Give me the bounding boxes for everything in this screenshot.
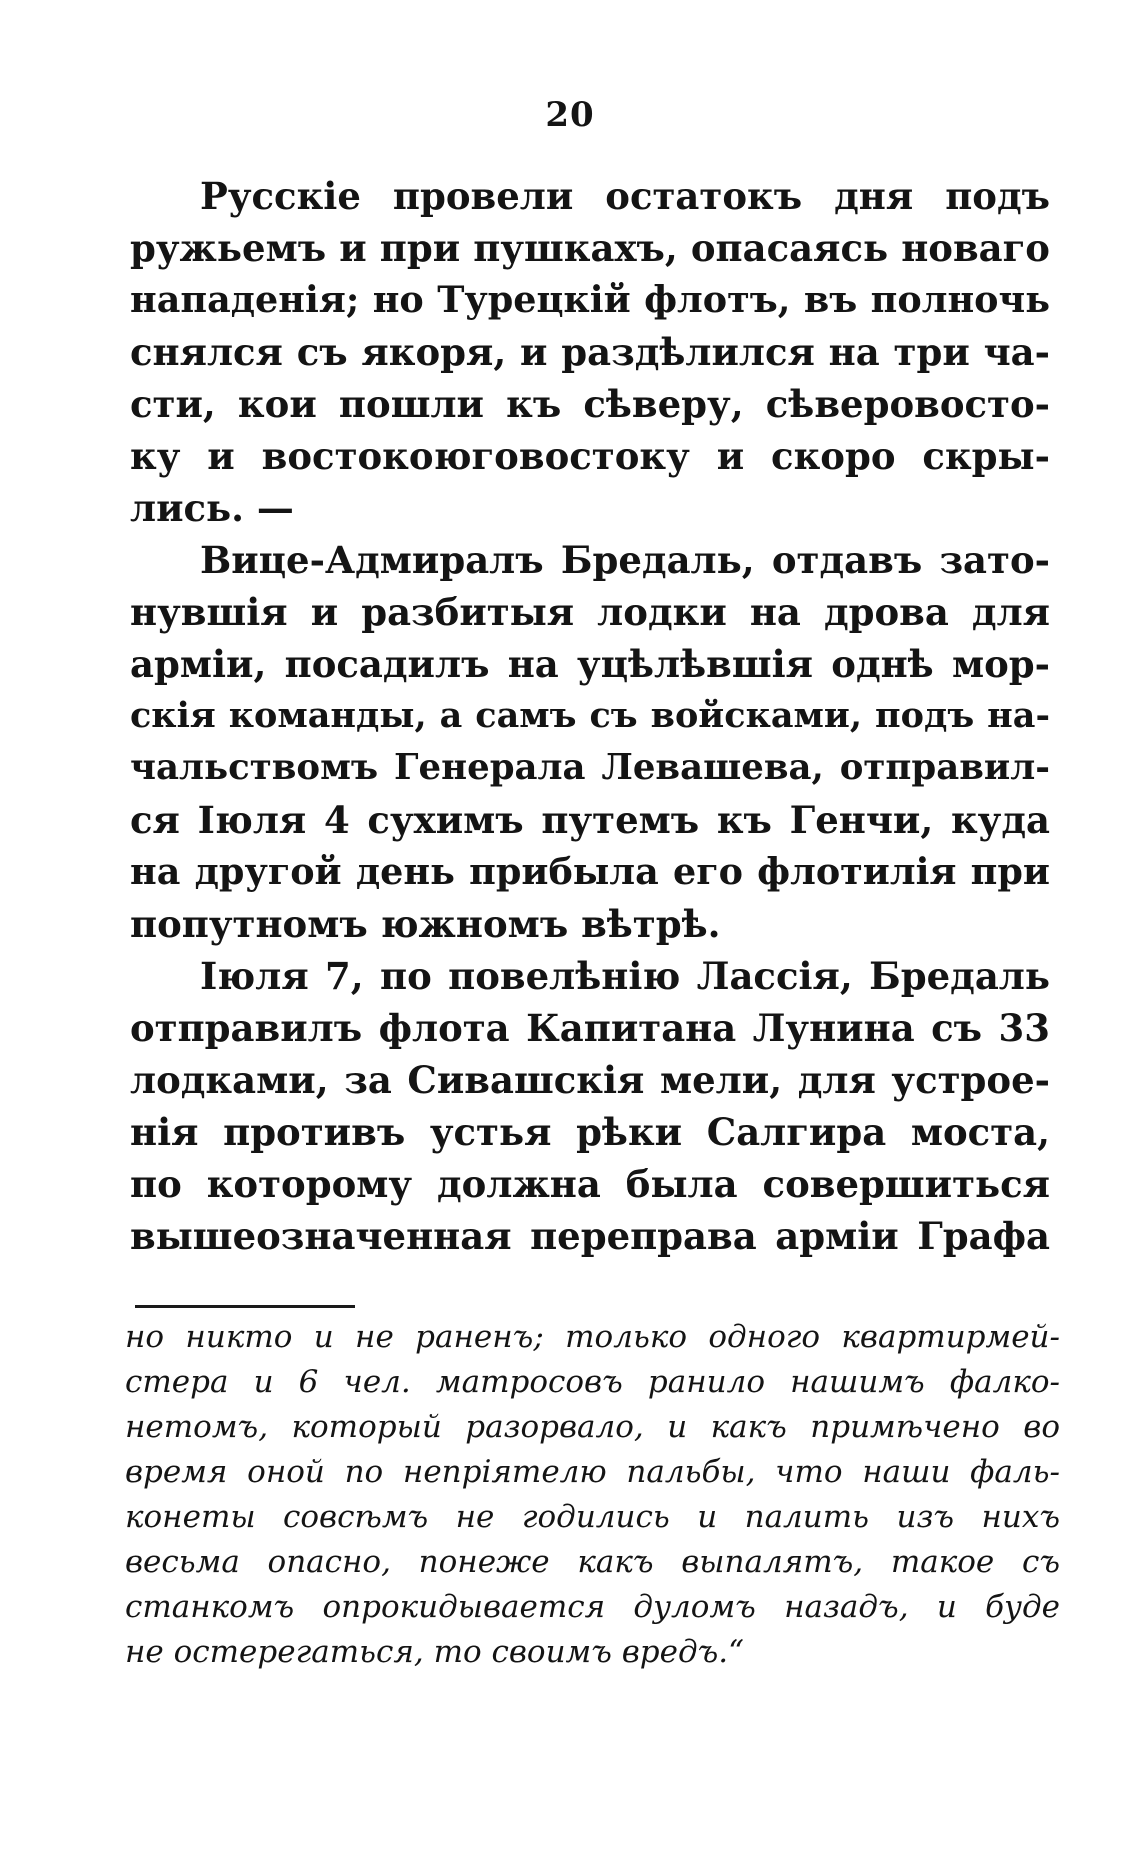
text-line: лись. —	[130, 486, 294, 530]
text-line: нія противъ устья рѣки Салгира моста,	[130, 1110, 1050, 1154]
footnote-line: станкомъ опрокидывается дуломъ назадъ, и буде	[125, 1589, 1060, 1625]
text-line: вышеозначенная переправа арміи Графа	[130, 1214, 1050, 1258]
footnote-divider	[135, 1305, 355, 1308]
text-line: Вице-Адмиралъ Бредаль, отдавъ зато-	[200, 538, 1050, 582]
footnote-line: время оной по непріятелю пальбы, что наши фаль-	[125, 1454, 1060, 1490]
text-line: лодками, за Сивашскія мели, для устрое-	[130, 1058, 1050, 1102]
footnote-line: нетомъ, который разорвало, и какъ примѣчено во	[125, 1409, 1060, 1445]
text-line: арміи, посадилъ на уцѣлѣвшія однѣ мор-	[130, 642, 1050, 686]
text-line: ся Іюля 4 сухимъ путемъ къ Генчи, куда	[130, 798, 1050, 842]
footnote	[125, 1315, 1060, 1675]
page-number: 20	[545, 95, 595, 135]
footnote-line: не остерегаться, то своимъ вредъ.“	[125, 1634, 745, 1670]
text-line: Іюля 7, по повелѣнію Лассія, Бредаль	[200, 954, 1050, 998]
text-line: на другой день прибыла его флотилія при	[130, 850, 1050, 893]
text-line: скія команды, а самъ съ войсками, подъ на-	[130, 695, 1050, 736]
text-line: нувшія и разбитыя лодки на дрова для	[130, 590, 1050, 634]
text-line: по которому должна была совершиться	[130, 1162, 1050, 1206]
text-line: попутномъ южномъ вѣтрѣ.	[130, 902, 721, 946]
text-line: снялся съ якоря, и раздѣлился на три ча-	[130, 330, 1050, 374]
footnote-line: конеты совсѣмъ не годились и палить изъ нихъ	[125, 1499, 1060, 1535]
footnote-line: стера и 6 чел. матросовъ ранило нашимъ фалко-	[125, 1364, 1060, 1400]
text-line: сти, кои пошли къ сѣверу, сѣверовосто-	[130, 382, 1050, 426]
text-line: нападенія; но Турецкій флотъ, въ полночь	[130, 278, 1050, 321]
text-line: ружьемъ и при пушкахъ, опасаясь новаго	[130, 226, 1050, 270]
text-line: чальствомъ Генерала Левашева, отправил-	[130, 747, 1050, 788]
main-text	[130, 170, 1050, 1262]
footnote-line: но никто и не раненъ; только одного квартирмей-	[125, 1319, 1060, 1355]
text-line: Русскіе провели остатокъ дня подъ	[200, 174, 1050, 218]
text-line: ку и востокоюговостоку и скоро скры-	[130, 434, 1050, 478]
text-line: отправилъ флота Капитана Лунина съ 33	[130, 1006, 1050, 1050]
footnote-line: весьма опасно, понеже какъ выпалятъ, такое съ	[125, 1544, 1060, 1580]
